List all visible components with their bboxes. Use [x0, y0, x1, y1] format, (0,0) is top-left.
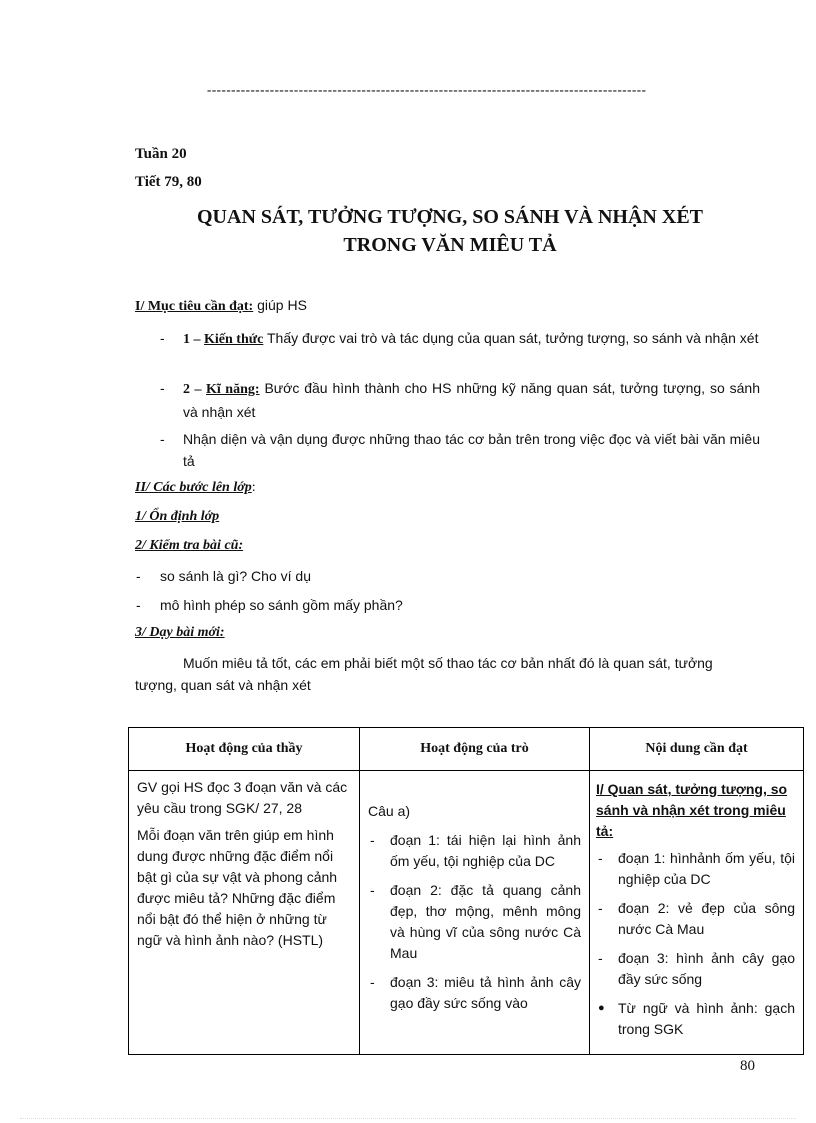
- teacher-activity-cell: [129, 771, 360, 1055]
- list-item: - đoạn 3: miêu tả hình ảnh cây gạo đầy sức sống vào: [370, 974, 581, 1011]
- header-dash-line: -------------------------------------------------------------------------------------------: [207, 82, 647, 97]
- steps-heading: II/ Các bước lên lớp:: [135, 480, 256, 495]
- lesson-intro-paragraph: Muốn miêu tả tốt, các em phải biết một số thao tác cơ bản nhất đó là quan sát, tưởng tượng, quan sát và nhận xét: [135, 655, 713, 693]
- content-heading: I/ Quan sát, tưởng tượng, so sánh và nhận xét trong miêu tả:: [596, 781, 788, 839]
- teacher-instruction: GV gọi HS đọc 3 đoạn văn và các yêu cầu trong SGK/ 27, 28: [137, 779, 348, 816]
- list-item: - đoạn 1: tái hiện lại hình ảnh ốm yếu, tội nghiệp của DC: [370, 832, 581, 869]
- objectives-heading: I/ Mục tiêu cần đạt: giúp HS: [135, 297, 307, 314]
- table-header-student: Hoạt động của trò: [360, 728, 590, 771]
- period-label: Tiết 79, 80: [135, 174, 202, 190]
- step-3-heading: 3/ Dạy bài mới:: [135, 625, 225, 640]
- list-item: - đoạn 2: đặc tả quang cảnh đẹp, thơ mộng, mênh mông và hùng vĩ của sông nước Cà Mau: [370, 882, 581, 961]
- page-number: 80: [740, 1058, 755, 1074]
- review-question-1: - so sánh là gì? Cho ví dụ: [136, 568, 311, 584]
- student-answer-label: Câu a): [368, 803, 411, 819]
- student-activity-cell: [360, 771, 590, 1055]
- teacher-question: Mỗi đoạn văn trên giúp em hình dung được những đặc điểm nổi bật gì của sự vật và phong cảnh được miêu tả? Những đặc điểm nổi bật đó thể hiện ở những từ ngữ và hình ảnh nào? (HSTL): [137, 827, 338, 948]
- lesson-title-line-2: TRONG VĂN MIÊU TẢ: [343, 234, 557, 256]
- objective-skills: - 2 – Kĩ năng: Bước đầu hình thành cho HS những kỹ năng quan sát, tưởng tượng, so sánh và nhận xét: [160, 380, 760, 420]
- list-item: - đoạn 3: hình ảnh cây gạo đầy sức sống: [598, 950, 795, 987]
- lesson-title-line-1: QUAN SÁT, TƯỞNG TƯỢNG, SO SÁNH VÀ NHẬN XÉT: [197, 206, 703, 228]
- list-item: ● Từ ngữ và hình ảnh: gạch trong SGK: [598, 1000, 795, 1037]
- week-label: Tuần 20: [135, 146, 187, 162]
- list-item: - đoạn 1: hìnhảnh ốm yếu, tội nghiệp của DC: [598, 850, 795, 887]
- step-2-heading: 2/ Kiểm tra bài cũ:: [135, 538, 244, 553]
- table-header-teacher: Hoạt động của thầy: [129, 728, 360, 771]
- table-header-content: Nội dung cần đạt: [590, 728, 804, 771]
- objective-knowledge: - 1 – Kiến thức Thấy được vai trò và tác dụng của quan sát, tưởng tượng, so sánh và nhận xét: [160, 330, 759, 347]
- list-item: - đoạn 2: vẻ đẹp của sông nước Cà Mau: [598, 900, 795, 937]
- footer-divider: [20, 1118, 796, 1119]
- review-question-2: - mô hình phép so sánh gồm mấy phần?: [136, 597, 403, 613]
- content-cell: [590, 771, 804, 1055]
- step-1-heading: 1/ Ổn định lớp: [135, 509, 220, 524]
- lesson-activity-table: [128, 727, 804, 1055]
- objective-application: - Nhận diện và vận dụng được những thao tác cơ bản trên trong việc đọc và viết bài văn miêu tả: [160, 431, 760, 469]
